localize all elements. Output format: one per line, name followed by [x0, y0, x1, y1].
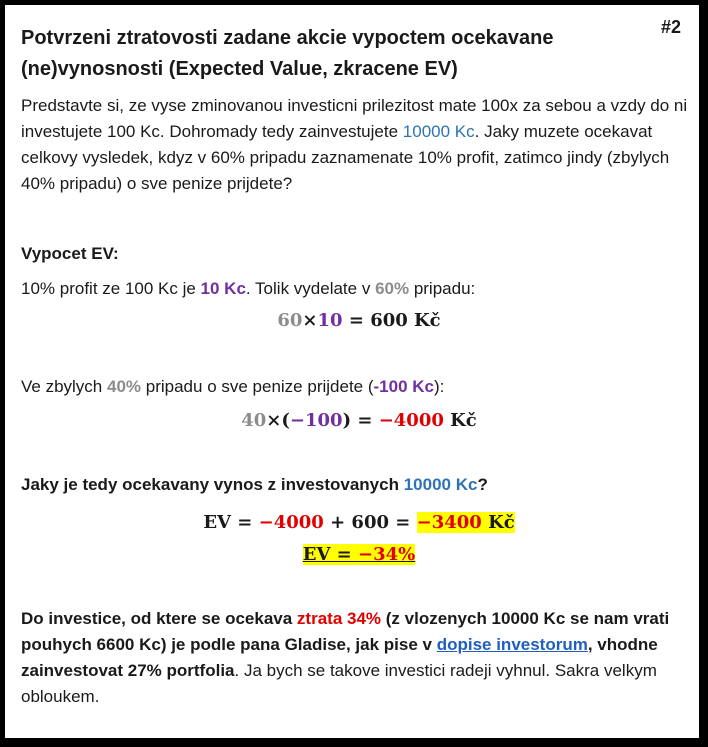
eq2-factor-a: 40 [241, 410, 267, 431]
conclusion-text-1: Do investice, od ktere se ocekava [21, 609, 297, 628]
loss-line [21, 374, 697, 400]
ev-question [21, 472, 697, 498]
document-content [21, 23, 697, 710]
eq2-equals: ) = [342, 410, 379, 431]
eq1-factor-b: 10 [317, 310, 343, 331]
eq1-equals: = [342, 310, 371, 331]
question-amount: 10000 Kc [403, 475, 478, 494]
conclusion-text-3: , vhodne zainvestovat 27% portfolia [21, 635, 658, 680]
ev-percent-highlight [303, 544, 416, 565]
conclusion-loss: ztrata 34% [296, 609, 382, 628]
document-title: Potvrzeni ztratovosti zadane akcie vypoctem ocekavane (ne)vynosnosti (Expected Value, zkracene EV) [21, 27, 554, 80]
eq2-result: −4000 [378, 410, 444, 431]
equation-ev-percent [21, 542, 697, 568]
eq4-value: −34% [358, 544, 416, 565]
profit-amount: 10 Kc [200, 279, 246, 298]
eq1-operator: × [302, 310, 318, 331]
equation-ev [21, 510, 697, 536]
eq2-factor-b: −100 [289, 410, 343, 431]
intro-amount: 10000 Kc [402, 122, 475, 141]
loss-percent: 40% [107, 377, 142, 396]
intro-paragraph [21, 93, 697, 197]
conclusion-text-4: . Ja bych se takove investici radeji vyhnul. Sakra velkym obloukem. [21, 661, 657, 706]
eq2-operator: ×( [266, 410, 290, 431]
eq2-unit: Kč [443, 410, 477, 431]
intro-text-2: . Jaky muzete ocekavat celkovy vysledek, kdyz v 60% pripadu zaznamenate 10% profit, zatimco jindy (zbylych 40% pripadu) o sve penize prijdete? [21, 122, 670, 193]
page-badge: #2 [660, 17, 681, 37]
loss-text-2: pripadu o sve penize prijdete ( [141, 377, 374, 396]
profit-text-2: . Tolik vydelate v [245, 279, 376, 298]
question-text-2: ? [477, 475, 488, 494]
equation-profit [21, 308, 697, 334]
conclusion-text-2: (z vlozenych 10000 Kc se nam vrati pouhych 6600 Kc) je podle pana Gladise, jak pise v [21, 609, 670, 654]
eq1-factor-a: 60 [277, 310, 303, 331]
equation-loss [21, 408, 697, 434]
eq3-unit: Kč [481, 512, 515, 533]
loss-text-1: Ve zbylych [21, 377, 107, 396]
question-text-1: Jaky je tedy ocekavany vynos z investovanych [21, 475, 404, 494]
eq4-label: EV = [302, 544, 359, 565]
loss-text-3: ): [434, 377, 445, 396]
profit-line [21, 276, 697, 302]
conclusion-paragraph [21, 606, 697, 710]
profit-text-3: pripadu: [409, 279, 476, 298]
profit-percent: 60% [375, 279, 410, 298]
eq3-term-loss: −4000 [258, 512, 324, 533]
profit-text-1: 10% profit ze 100 Kc je [21, 279, 201, 298]
investor-letter-link[interactable]: dopise investorum [436, 635, 588, 654]
eq3-label: EV = [203, 512, 259, 533]
eq1-result: 600 Kč [370, 310, 441, 331]
eq3-result: −3400 [416, 512, 482, 533]
intro-text-1: Predstavte si, ze vyse zminovanou investicni prilezitost mate 100x za sebou a vzdy do ni investujete 100 Kc. Dohromady tedy zainvestujete [21, 96, 688, 141]
loss-amount: -100 Kc [373, 377, 434, 396]
calc-heading: Vypocet EV: [21, 244, 119, 263]
eq3-plus: + 600 = [323, 512, 417, 533]
